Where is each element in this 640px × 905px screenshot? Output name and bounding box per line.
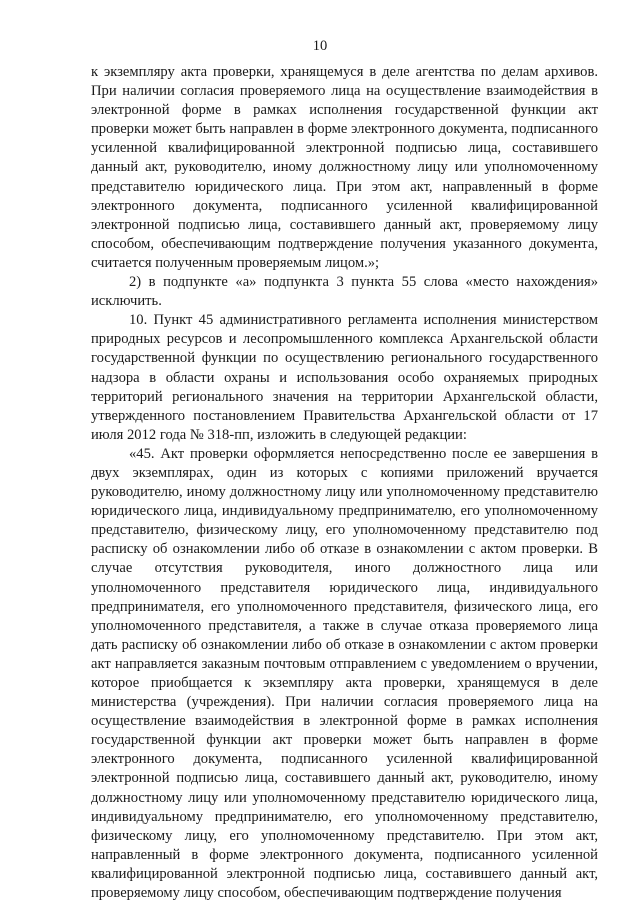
page-number: 10	[312, 38, 328, 54]
paragraph-subitem-2: 2) в подпункте «а» подпункта 3 пункта 55 слова «место нахождения» исключить.	[91, 274, 598, 310]
paragraph-continuation: к экземпляру акта проверки, хранящемуся в деле агентства по делам архивов. При наличии согласия проверяемого лица на осуществление взаимодействия в электронной форме в рамках исполнения государственной функции акт проверки может быть направлен в форме электронного документа, подписанного усиленной квалифицированной электронной подписью лица, составившего данный акт, руководителю, иному должностному лицу или уполномоченному представителю юридического лица. При этом акт, направленный в форме электронного документа, подписанного усиленной квалифицированной электронной подписью лица, составившего данный акт, проверяемому лицу способом, обеспечивающим подтверждение получения указанного документа, считается полученным проверяемым лицом.»;	[91, 64, 598, 271]
document-body	[91, 63, 598, 903]
paragraph-item-45-quote: «45. Акт проверки оформляется непосредственно после ее завершения в двух экземплярах, один из которых с копиями приложений вручается руководителю, иному должностному лицу или уполномоченному представителю юридического лица, индивидуальному предпринимателю, его уполномоченному представителю, физическому лицу, его уполномоченному представителю под расписку об ознакомлении либо об отказе в ознакомлении с актом проверки. В случае отсутствия руководителя, иного должностного лица или уполномоченного представителя юридического лица, индивидуального предпринимателя, его уполномоченного представителя, физического лица, его уполномоченного представителя, а также в случае отказа проверяемого лица дать расписку об ознакомлении либо об отказе в ознакомлении с актом проверки акт направляется заказным почтовым отправлением с уведомлением о вручении, которое приобщается к экземпляру акта проверки, хранящемуся в деле министерства (учреждения). При наличии согласия проверяемого лица на осуществление взаимодействия в электронной форме в рамках исполнения государственной функции акт проверки может быть направлен в форме электронного документа, подписанного усиленной квалифицированной электронной подписью лица, составившего данный акт, руководителю, иному должностному лицу или уполномоченному представителю юридического лица, индивидуальному предпринимателю, его уполномоченному представителю, физическому лицу, его уполномоченному представителю. При этом акт, направленный в форме электронного документа, подписанного усиленной квалифицированной электронной подписью лица, составившего данный акт, проверяемому лицу способом, обеспечивающим подтверждение получения	[91, 445, 598, 902]
paragraph-item-10: 10. Пункт 45 административного регламента исполнения министерством природных ресурсов и лесопромышленного комплекса Архангельской области государственной функции по осуществлению регионального государственного надзора в области охраны и использования особо охраняемых природных территорий регионального значения на территории Архангельской области, утвержденного постановлением Правительства Архангельской области от 17 июля 2012 года № 318-пп, изложить в следующей редакции:	[91, 312, 598, 443]
